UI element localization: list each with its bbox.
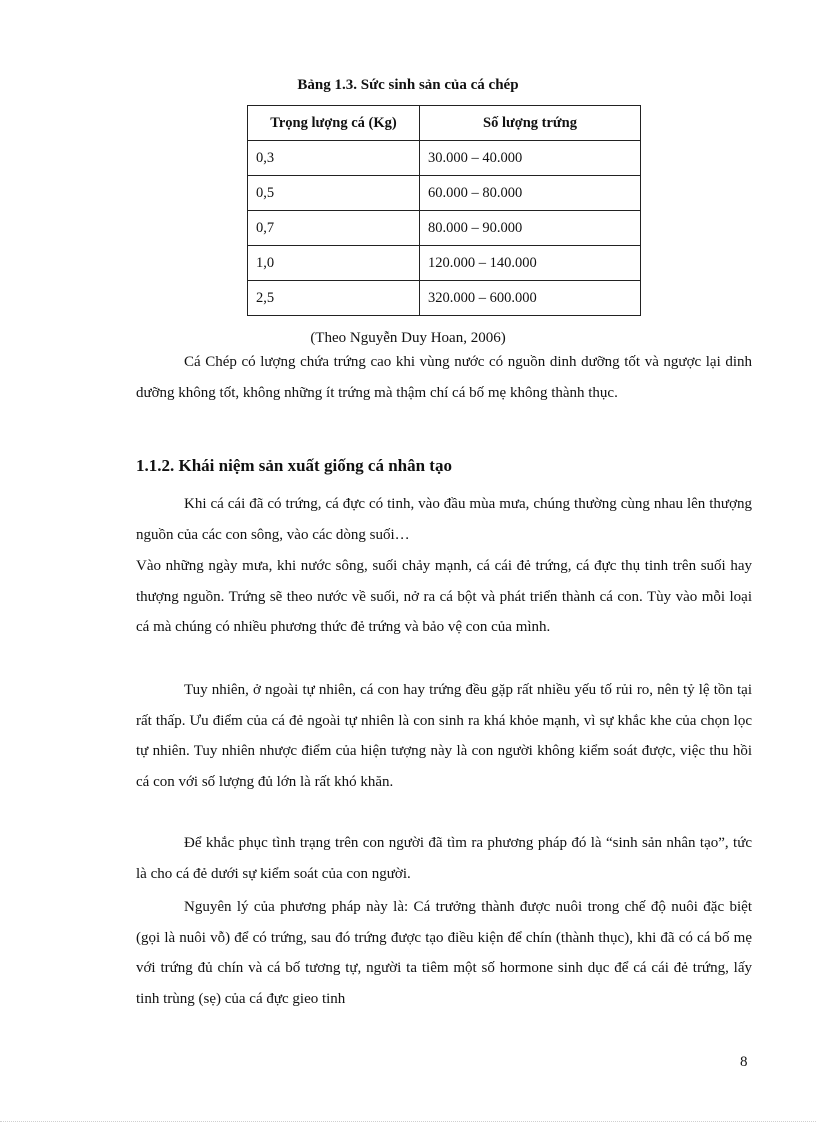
paragraph-rainy-days: Vào những ngày mưa, khi nước sông, suối chảy mạnh, cá cái đẻ trứng, cá đực thụ tinh trên suối hay thượng nguồn. Trứng sẽ theo nước về suối, nở ra cá bột và phát triển thành cá con. Tùy vào mỗi loại cá mà chúng có nhiều phương thức đẻ trứng và bảo vệ con của mình.	[136, 558, 752, 635]
paragraph-natural-risks: Tuy nhiên, ở ngoài tự nhiên, cá con hay trứng đều gặp rất nhiều yếu tố rủi ro, nên tỷ lệ tồn tại rất thấp. Ưu điểm của cá đẻ ngoài tự nhiên là con sinh ra khá khỏe mạnh, vì sự khắc khe của chọn lọc tự nhiên. Tuy nhiên nhược điểm của hiện tượng này là con người không kiểm soát được, việc thu hồi cá con với số lượng đủ lớn là rất khó khăn.	[136, 682, 752, 790]
header-fish-weight: Trọng lượng cá (Kg)	[248, 106, 420, 141]
table-caption: Bảng 1.3. Sức sinh sản của cá chép	[297, 77, 519, 93]
table-source: (Theo Nguyễn Duy Hoan, 2006)	[310, 330, 506, 346]
cell-weight: 0,5	[248, 176, 420, 211]
page-number: 8	[740, 1054, 748, 1070]
paragraph-carp-eggs: Cá Chép có lượng chứa trứng cao khi vùng nước có nguồn dinh dưỡng tốt và ngược lại dinh dưỡng không tốt, không những ít trứng mà thậm chí cá bố mẹ không thành thục.	[136, 354, 752, 401]
cell-eggs: 320.000 – 600.000	[420, 281, 641, 316]
table-header-row	[248, 106, 641, 141]
paragraph-method-principle: Nguyên lý của phương pháp này là: Cá trưởng thành được nuôi trong chế độ nuôi đặc biệt (gọi là nuôi vỗ) để có trứng, sau đó trứng được tạo điều kiện để chín (thành thục), khi đã có cá bố mẹ với trứng đủ chín và cá bố tương tự, người ta tiêm một số hormone sinh dục để cá cái đẻ trứng, lấy tinh trùng (sẹ) của cá đực gieo tinh	[136, 899, 752, 1007]
paragraph-spawning-season: Khi cá cái đã có trứng, cá đực có tinh, vào đầu mùa mưa, chúng thường cùng nhau lên thượng nguồn của các con sông, vào các dòng suối…	[136, 496, 752, 543]
cell-eggs: 80.000 – 90.000	[420, 211, 641, 246]
cell-weight: 2,5	[248, 281, 420, 316]
table-row	[248, 246, 641, 281]
cell-weight: 0,7	[248, 211, 420, 246]
cell-weight: 1,0	[248, 246, 420, 281]
header-egg-count: Số lượng trứng	[420, 106, 641, 141]
table-row	[248, 176, 641, 211]
paragraph-artificial-reproduction: Để khắc phục tình trạng trên con người đã tìm ra phương pháp đó là “sinh sản nhân tạo”, tức là cho cá đẻ dưới sự kiểm soát của con người.	[136, 835, 752, 882]
cell-eggs: 60.000 – 80.000	[420, 176, 641, 211]
page-bottom-divider	[0, 1121, 816, 1122]
table-row	[248, 141, 641, 176]
cell-eggs: 30.000 – 40.000	[420, 141, 641, 176]
table-row	[248, 281, 641, 316]
fecundity-table	[247, 105, 641, 316]
section-heading: 1.1.2. Khái niệm sản xuất giống cá nhân tạo	[136, 456, 452, 475]
cell-weight: 0,3	[248, 141, 420, 176]
cell-eggs: 120.000 – 140.000	[420, 246, 641, 281]
table-row	[248, 211, 641, 246]
